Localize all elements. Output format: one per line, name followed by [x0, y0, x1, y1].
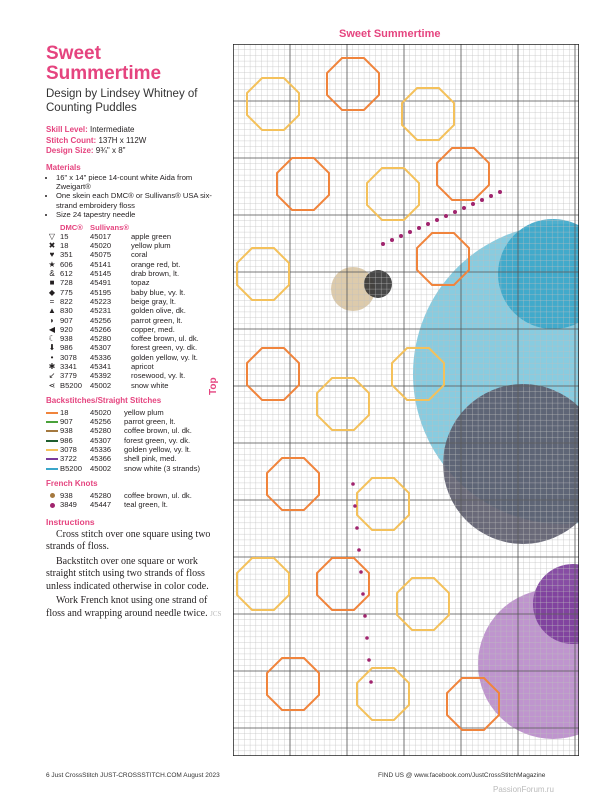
backstitch-line-icon [46, 458, 58, 460]
backstitch-line-icon [46, 440, 58, 442]
color-name: coral [130, 250, 148, 260]
sullivans-number: 45280 [90, 426, 112, 436]
color-name: parrot green, lt. [130, 315, 183, 325]
backstitch-row [46, 436, 202, 445]
spec-skill: Skill Level: Intermediate [46, 125, 135, 134]
material-item: • One skein each DMC® or Sullivans® USA six-strand embroidery floss [56, 191, 228, 210]
sullivans-number: 45336 [90, 352, 112, 362]
sullivans-number: 45307 [90, 343, 112, 353]
backstitch-heading: Backstitches/Straight Stitches [46, 395, 162, 405]
stitch-symbol-icon: ✱ [48, 361, 56, 371]
sullivans-number: 45280 [90, 334, 112, 344]
key-row [46, 288, 201, 297]
sullivans-number: 45366 [90, 454, 112, 464]
key-row [46, 269, 201, 278]
spec-design-size: Design Size: 9¾" x 8" [46, 146, 126, 155]
color-name: golden olive, dk. [130, 306, 186, 316]
sullivans-number: 45307 [90, 435, 112, 445]
chart-top-label: Top [208, 377, 219, 395]
sullivans-number: 45141 [90, 259, 112, 269]
color-name: coffee brown, ul. dk. [130, 334, 199, 344]
cross-stitch-chart [233, 44, 579, 756]
color-name: yellow plum [124, 407, 164, 417]
color-name: rosewood, vy. lt. [130, 371, 186, 381]
color-name: orange red, bt. [130, 259, 181, 269]
dmc-number: 351 [60, 250, 73, 260]
sullivans-number: 45231 [90, 306, 112, 316]
dmc-number: 606 [60, 259, 73, 269]
french-knot-dot [359, 570, 363, 574]
key-row [46, 232, 201, 241]
dmc-number: 3078 [60, 352, 77, 362]
designer-byline: Design by Lindsey Whitney of Counting Puddles [46, 88, 198, 114]
french-knot-row [46, 500, 194, 509]
sullivans-number: 45195 [90, 287, 112, 297]
sullivans-number: 45020 [90, 241, 112, 251]
key-header-row [46, 223, 201, 232]
material-item: • 16" x 14" piece 14-count white Aida from Zweigart® [56, 173, 228, 192]
stitch-symbol-icon: ■ [49, 278, 55, 288]
color-name: shell pink, med. [124, 454, 177, 464]
backstitch-line-icon [46, 421, 58, 423]
instruction-paragraph: Backstitch over one square or work straight stitch using two strands of floss unless indicated otherwise in color code. [46, 555, 209, 592]
french-knot-dot [408, 230, 412, 234]
stitch-symbol-icon: ★ [48, 259, 56, 269]
french-knot-dot [489, 194, 493, 198]
sullivans-number: 45491 [90, 278, 112, 288]
sullivans-number: 45002 [90, 380, 112, 390]
color-name: yellow plum [130, 241, 171, 251]
french-knot-key [46, 491, 194, 510]
color-name: golden yellow, vy. lt. [130, 352, 198, 362]
dmc-number: 3341 [60, 361, 77, 371]
dmc-number: 920 [60, 324, 73, 334]
sullivans-number: 45447 [90, 500, 112, 510]
stitch-symbol-icon: • [50, 352, 54, 362]
key-row [46, 297, 201, 306]
color-name: copper, med. [130, 324, 175, 334]
cross-stitch-key [46, 223, 201, 390]
french-knot-dot [365, 636, 369, 640]
key-row [46, 362, 201, 371]
backstitch-line-icon [46, 430, 58, 432]
key-row [46, 325, 201, 334]
key-row [46, 371, 201, 380]
french-knot-dot [435, 218, 439, 222]
dmc-number: 3078 [60, 445, 77, 455]
color-name: golden yellow, vy. lt. [124, 445, 191, 455]
instructions-heading: Instructions [46, 516, 95, 527]
french-knot-dot [353, 504, 357, 508]
dmc-number: 938 [60, 334, 73, 344]
key-row [46, 260, 201, 269]
instruction-paragraph: Cross stitch over one square using two strands of floss. [46, 528, 211, 553]
key-row [46, 241, 201, 250]
french-knot-dot [417, 226, 421, 230]
materials-heading: Materials [46, 162, 81, 172]
french-knot-dot [444, 214, 448, 218]
color-name: snow white (3 strands) [124, 463, 200, 473]
dmc-number: 775 [60, 287, 73, 297]
stitch-symbol-icon: ↙ [48, 371, 56, 381]
stitch-symbol-icon: & [49, 269, 55, 279]
key-row [46, 343, 201, 352]
stitch-symbol-icon: ⬇ [48, 343, 56, 353]
pattern-title-line2: Summertime [46, 63, 162, 84]
pattern-info-column [46, 44, 228, 620]
color-name: parrot green, lt. [124, 417, 176, 427]
french-knot-dot [471, 202, 475, 206]
french-knot-dot [462, 206, 466, 210]
color-name: beige gray, lt. [130, 296, 176, 306]
dmc-number: 822 [60, 296, 73, 306]
backstitch-row [46, 408, 202, 417]
french-knot-dot-icon [50, 493, 55, 498]
french-knot-dot [367, 658, 371, 662]
butterfly-body [364, 270, 392, 298]
dmc-number: 907 [60, 417, 73, 427]
sullivans-number: 45256 [90, 315, 112, 325]
dmc-number: 986 [60, 343, 73, 353]
color-name: forest green, vy. dk. [124, 435, 191, 445]
materials-list [46, 173, 228, 220]
stitch-symbol-icon: ✖ [48, 241, 56, 251]
sullivans-number: 45256 [90, 417, 112, 427]
sullivans-number: 45392 [90, 371, 112, 381]
material-item: • Size 24 tapestry needle [56, 210, 228, 219]
stitch-symbol-icon: ▽ [48, 231, 56, 241]
dmc-number: 3722 [60, 454, 77, 464]
stitch-symbol-icon: ◀ [48, 324, 56, 334]
instruction-paragraph: Work French knot using one strand of floss and wrapping around needle twice. JCS [46, 595, 222, 619]
pattern-title-line1: Sweet [46, 43, 101, 64]
footer-right: FIND US @ www.facebook.com/JustCrossStitchMagazine [378, 772, 546, 779]
sullivans-number: 45341 [90, 361, 112, 371]
color-name: coffee brown, ul. dk. [124, 426, 192, 436]
key-row [46, 250, 201, 259]
dmc-number: 938 [60, 426, 73, 436]
french-knot-dot [357, 548, 361, 552]
sullivans-number: 45336 [90, 445, 112, 455]
dmc-number: 15 [60, 231, 69, 241]
french-knots-heading: French Knots [46, 478, 98, 488]
backstitch-line-icon [46, 412, 58, 414]
french-knot-dot [361, 592, 365, 596]
french-knot-dot-icon [50, 503, 55, 508]
sullivans-number: 45075 [90, 250, 112, 260]
sullivans-number: 45020 [90, 407, 112, 417]
color-name: topaz [130, 278, 150, 288]
french-knot-dot [399, 234, 403, 238]
color-name: forest green, vy. dk. [130, 343, 198, 353]
dmc-number: 907 [60, 315, 73, 325]
key-row [46, 334, 201, 343]
key-row [46, 316, 201, 325]
key-row [46, 353, 201, 362]
sullivans-number: 45002 [90, 463, 112, 473]
french-knot-dot [453, 210, 457, 214]
dmc-number: 3779 [60, 371, 77, 381]
french-knot-dot [390, 238, 394, 242]
dmc-number: 18 [60, 241, 69, 251]
sullivans-number: 45280 [90, 490, 112, 500]
french-knot-dot [498, 190, 502, 194]
stitch-symbol-icon: ◗ [49, 315, 55, 325]
french-knot-dot [355, 526, 359, 530]
sullivans-header: Sullivans® [90, 222, 129, 232]
pattern-specs [46, 125, 228, 157]
sullivans-number: 45017 [90, 231, 112, 241]
french-knot-dot [426, 222, 430, 226]
end-mark: JCS [210, 609, 222, 618]
dmc-number: 830 [60, 306, 73, 316]
color-name: baby blue, vy. lt. [130, 287, 186, 297]
dmc-number: 986 [60, 435, 73, 445]
french-knot-row [46, 491, 194, 500]
dmc-header: DMC® [60, 222, 83, 232]
color-name: drab brown, lt. [130, 269, 180, 279]
footer-left: 6 Just CrossStitch JUST-CROSSSTITCH.COM August 2023 [46, 772, 220, 779]
french-knot-dot [363, 614, 367, 618]
backstitch-row [46, 445, 202, 454]
backstitch-line-icon [46, 468, 58, 470]
dmc-number: B5200 [60, 463, 82, 473]
chart-title: Sweet Summertime [339, 28, 441, 40]
instructions-text [46, 529, 228, 621]
stitch-symbol-icon: ▲ [48, 306, 56, 316]
sullivans-number: 45145 [90, 269, 112, 279]
key-row [46, 306, 201, 315]
french-knot-dot [480, 198, 484, 202]
stitch-symbol-icon: ◆ [48, 287, 56, 297]
french-knot-dot [351, 482, 355, 486]
sullivans-number: 45266 [90, 324, 112, 334]
french-knot-dot [369, 680, 373, 684]
stitch-symbol-icon: ⋖ [48, 380, 56, 390]
dmc-number: 18 [60, 407, 69, 417]
color-name: apricot [130, 361, 154, 371]
dmc-number: 612 [60, 269, 73, 279]
color-name: snow white [130, 380, 169, 390]
key-row [46, 381, 201, 390]
french-knot-dot [381, 242, 385, 246]
dmc-number: 728 [60, 278, 73, 288]
color-name: apple green [130, 231, 172, 241]
backstitch-line-icon [46, 449, 58, 451]
sullivans-number: 45223 [90, 296, 112, 306]
backstitch-key [46, 408, 202, 473]
dmc-number: 938 [60, 490, 73, 500]
backstitch-row [46, 454, 202, 463]
stitch-symbol-icon: ♥ [49, 250, 55, 260]
backstitch-row [46, 464, 202, 473]
backstitch-row [46, 417, 202, 426]
key-row [46, 278, 201, 287]
color-name: teal green, lt. [124, 500, 168, 510]
spec-stitch-count: Stitch Count: 137H x 112W [46, 135, 147, 145]
dmc-number: B5200 [60, 380, 82, 390]
color-name: coffee brown, ul. dk. [124, 490, 192, 500]
backstitch-row [46, 426, 202, 435]
stitch-symbol-icon: ☾ [48, 334, 56, 344]
dmc-number: 3849 [60, 500, 77, 510]
watermark: PassionForum.ru [493, 785, 554, 794]
stitch-symbol-icon: = [49, 296, 55, 306]
